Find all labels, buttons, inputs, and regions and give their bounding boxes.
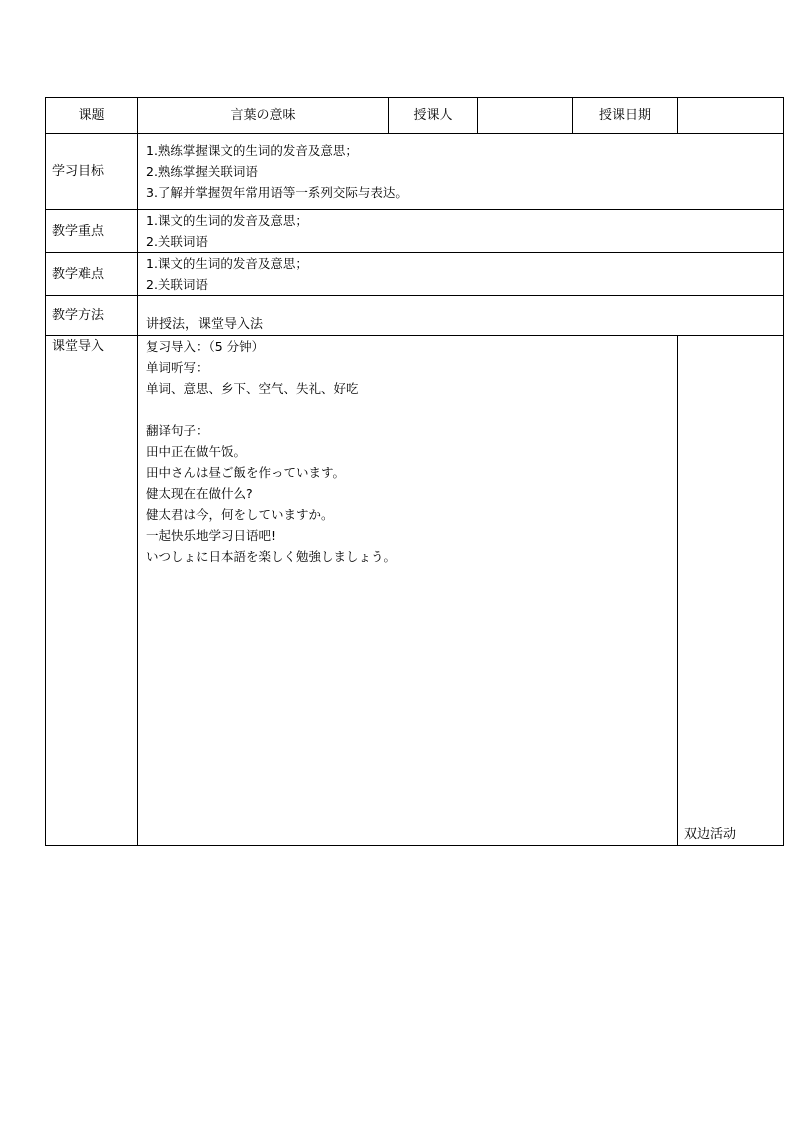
topic-label: 课题 [46, 98, 138, 134]
objectives-row [46, 134, 784, 210]
difficulties-content [138, 253, 784, 296]
date-label: 授课日期 [573, 98, 678, 134]
intro-line-8: 健太现在在做什么? [146, 486, 253, 501]
intro-line-10: 一起快乐地学习日语吧! [146, 528, 277, 543]
intro-line-4 [146, 399, 677, 420]
intro-line-2: 单词听写： [146, 360, 209, 375]
intro-line-6: 田中正在做午饭。 [146, 444, 247, 459]
intro-line-11: いつしょに日本語を楽しく勉強しましょう。 [146, 549, 397, 564]
objective-line-3: 3.了解并掌握贺年常用语等一系列交际与表达。 [146, 185, 408, 200]
intro-label: 课堂导入 [46, 336, 138, 846]
objective-line-1: 1.熟练掌握课文的生词的发音及意思； [146, 143, 358, 158]
key-point-line-1: 1.课文的生词的发音及意思； [146, 213, 308, 228]
teacher-label: 授课人 [389, 98, 478, 134]
methods-content: 讲授法，课堂导入法 [138, 296, 784, 336]
difficulties-row [46, 253, 784, 296]
key-points-label: 教学重点 [46, 210, 138, 253]
intro-line-5: 翻译句子： [146, 423, 209, 438]
methods-label: 教学方法 [46, 296, 138, 336]
lesson-plan-table [45, 97, 784, 846]
key-points-row [46, 210, 784, 253]
difficulties-label: 教学难点 [46, 253, 138, 296]
intro-row [46, 336, 784, 846]
intro-line-3: 单词、意思、乡下、空气、失礼、好吃 [146, 381, 359, 396]
intro-line-1: 复习导入：（5 分钟） [146, 339, 265, 354]
intro-content [138, 336, 678, 846]
methods-row [46, 296, 784, 336]
objective-line-2: 2.熟练掌握关联词语 [146, 164, 258, 179]
topic-value: 言葉の意味 [138, 98, 389, 134]
key-points-content [138, 210, 784, 253]
intro-line-7: 田中さんは昼ご飯を作っています。 [146, 465, 346, 480]
date-value [678, 98, 784, 134]
difficulty-line-1: 1.课文的生词的发音及意思； [146, 256, 308, 271]
teacher-value [478, 98, 573, 134]
objectives-content [138, 134, 784, 210]
header-row [46, 98, 784, 134]
intro-line-9: 健太君は今，何をしていますか。 [146, 507, 334, 522]
key-point-line-2: 2.关联词语 [146, 234, 208, 249]
difficulty-line-2: 2.关联词语 [146, 277, 208, 292]
objectives-label: 学习目标 [46, 134, 138, 210]
bilateral-activity-cell: 双边活动 [678, 336, 784, 846]
